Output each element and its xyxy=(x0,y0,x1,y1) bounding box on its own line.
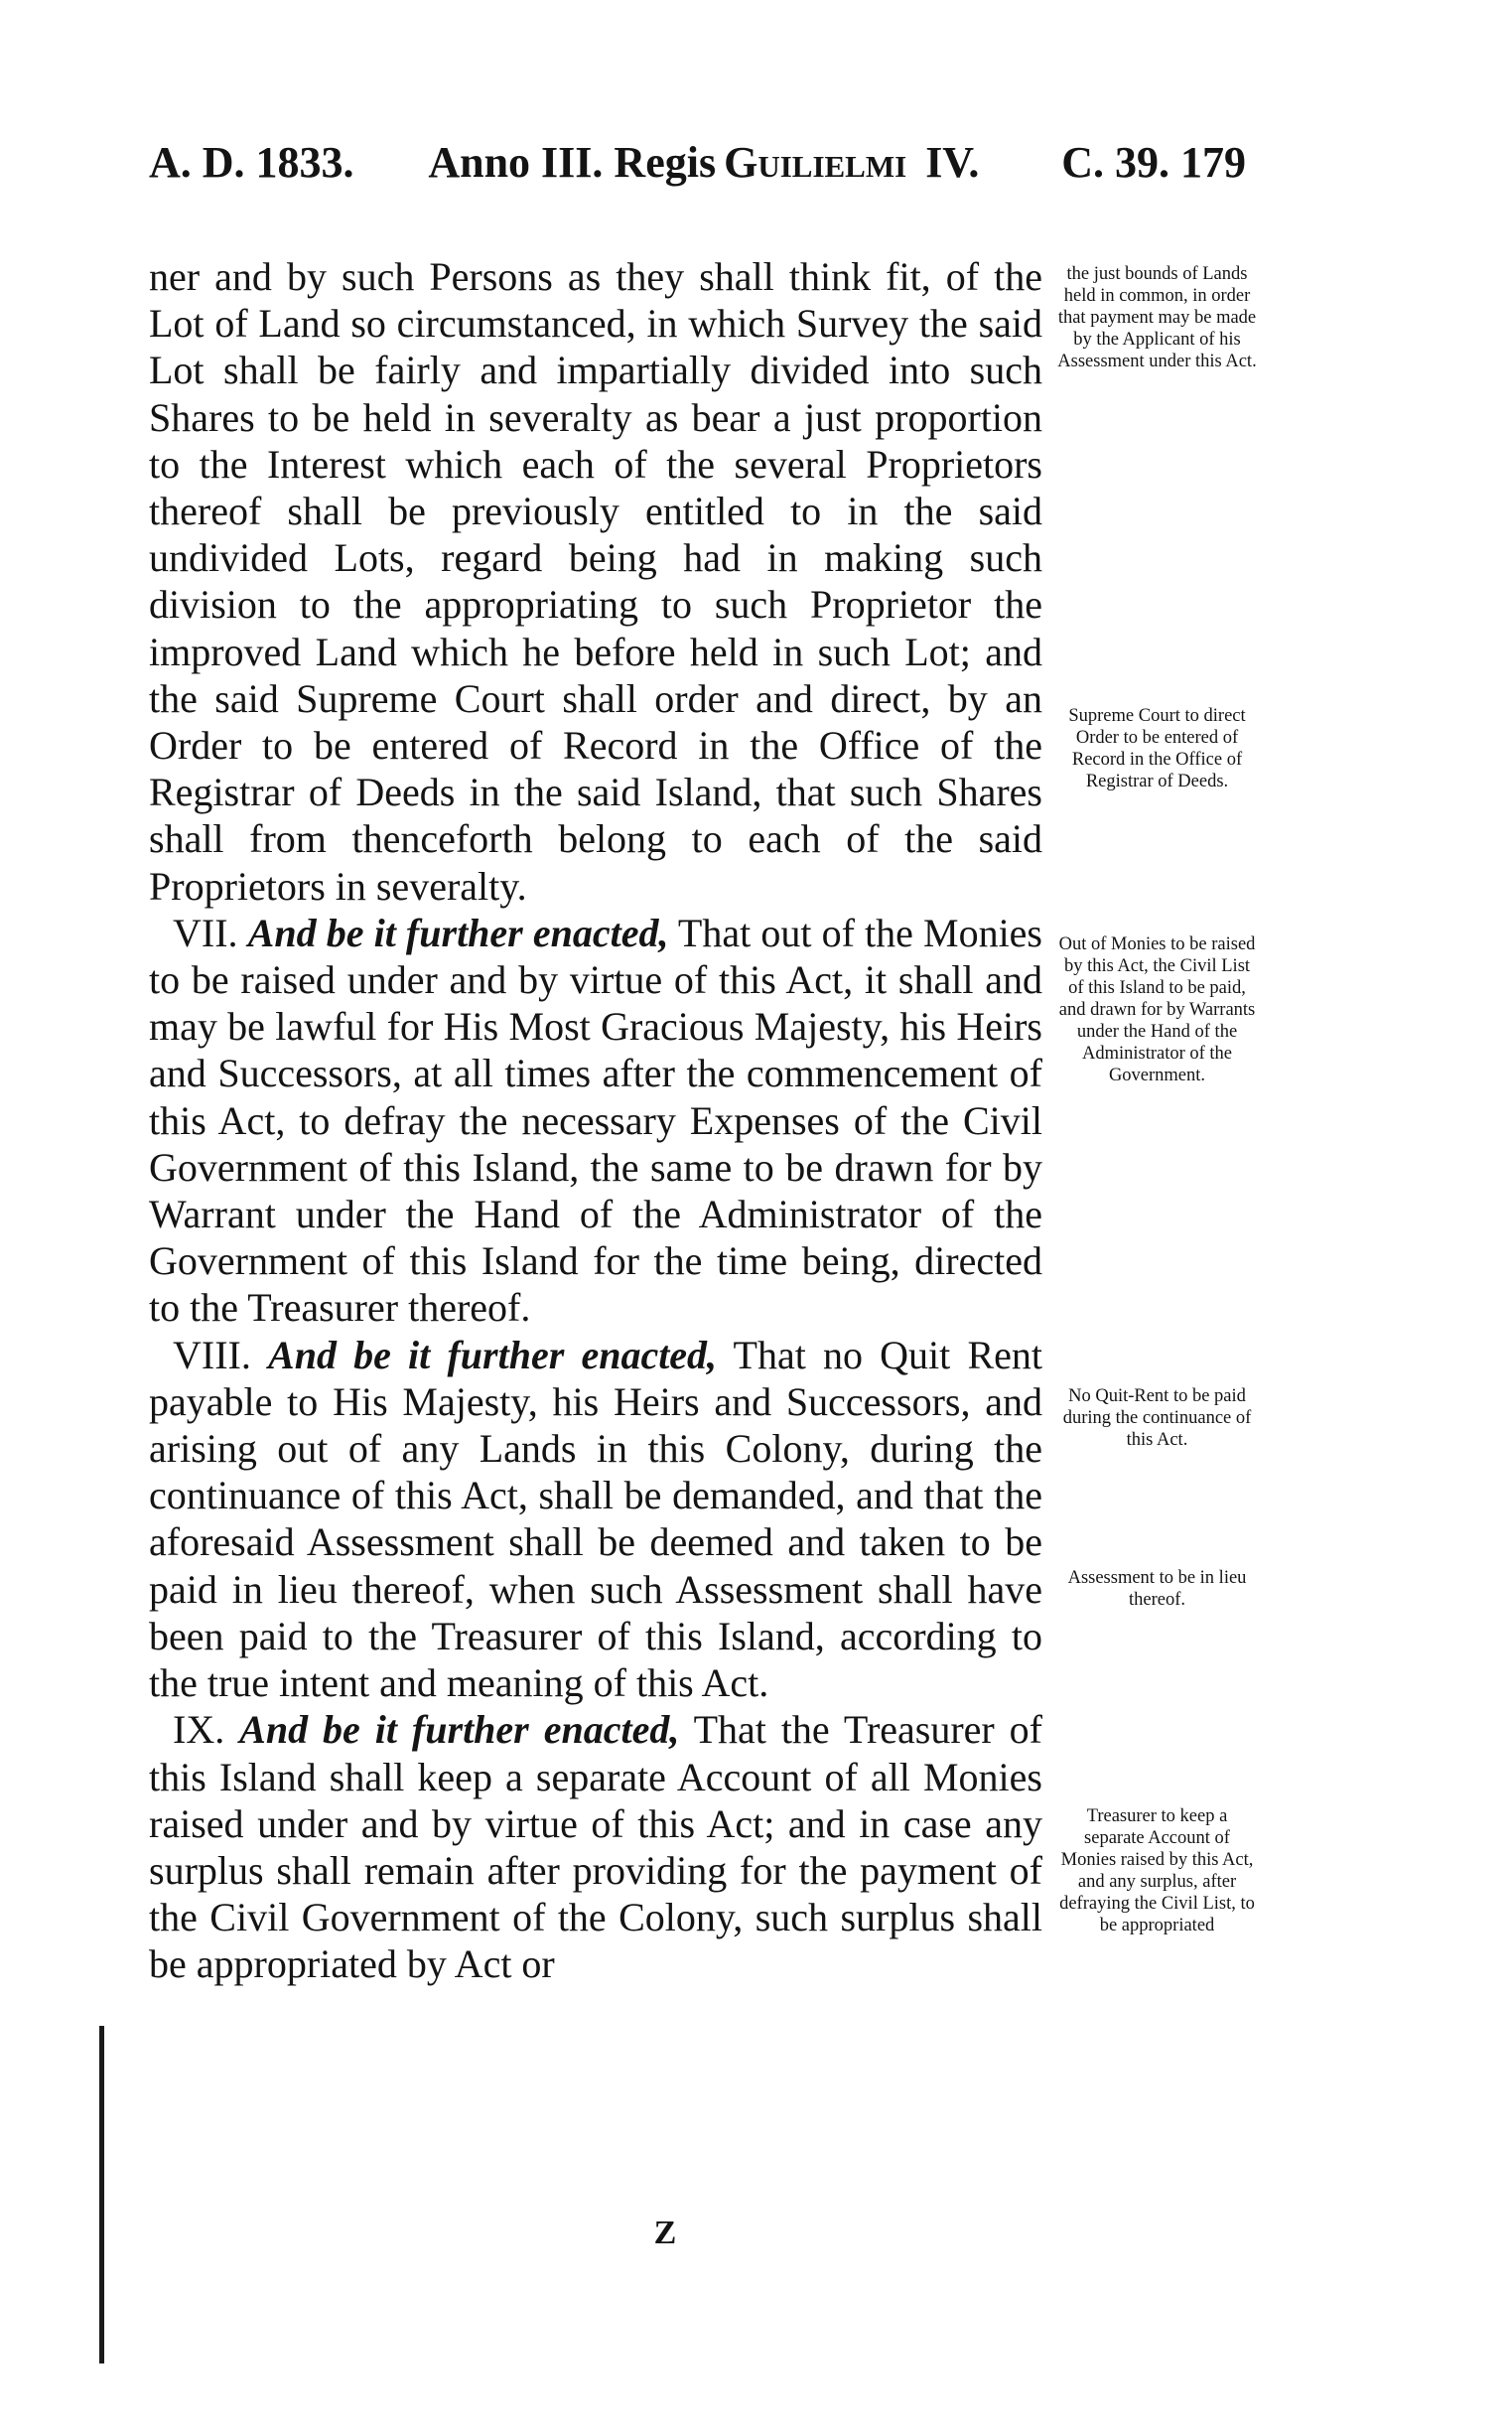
year: A. D. 1833. xyxy=(149,138,354,187)
paragraph-text: That the Treasurer of this Island shall keep a separate Account of all Monies raised under and by virtue of this Act; and in case any surplus shall remain after providing for the payment of the Civil Government of the Colony, such surplus shall be appropriated by Act or xyxy=(149,1707,1042,1987)
chapter-page xyxy=(1061,137,1246,188)
margin-note: Treasurer to keep a separate Account of Monies raised by this Act, and any surplus, after defraying the Civil List, to be appropriated xyxy=(1059,1806,1255,1935)
enacting-clause: And be it further enacted, xyxy=(239,1707,680,1753)
king-name: Guilielmi xyxy=(724,138,907,187)
section-viii xyxy=(149,1332,1042,1707)
regnal-title xyxy=(428,137,987,188)
margin-note: No Quit-Rent to be paid during the continuance of this Act. xyxy=(1062,1386,1252,1450)
running-head xyxy=(149,137,1246,207)
chapter-number: C. 39. xyxy=(1061,138,1169,187)
anno-regis: Anno III. Regis xyxy=(428,138,717,187)
paragraph-text: ner and by such Persons as they shall think fit, of the Lot of Land so circumstanced, in which Survey the said Lot shall be fairly and impartially divided into such Shares to be held in severalty as bear a just proportion to the Interest which each of the several Proprietors thereof shall be previously entitled to in the said undivided Lots, regard being had in making such division to the appropriating to such Proprietor the improved Land which he before held in such Lot; and the said Supreme Court shall order and direct, by an Order to be entered of Record in the Office of the Registrar of Deeds in the said Island, that such Shares shall from thenceforth belong to each of the said Proprietors in severalty. xyxy=(149,254,1042,909)
body-text xyxy=(149,253,1042,1988)
section-numeral: IX. xyxy=(173,1707,225,1753)
section-numeral: VIII. xyxy=(173,1332,251,1377)
margin-note: Out of Monies to be raised by this Act, the Civil List of this Island to be paid, and drawn for by Warrants under the Hand of the Administrator of the Government. xyxy=(1058,934,1256,1085)
section-numeral: VII. xyxy=(173,910,238,955)
margin-note: Supreme Court to direct Order to be entered of Record in the Office of Registrar of Deeds. xyxy=(1068,706,1246,791)
signature-mark: Z xyxy=(653,2215,677,2251)
scan-edge-line xyxy=(99,2026,104,2363)
enacting-clause: And be it further enacted, xyxy=(247,910,669,955)
paragraph-continuation xyxy=(149,253,1042,910)
page-number: 179 xyxy=(1179,138,1246,187)
enacting-clause: And be it further enacted, xyxy=(268,1332,718,1377)
paragraph-text: That no Quit Rent payable to His Majesty, his Heirs and Successors, and arising out of any Lands in this Colony, during the continuance of this Act, shall be demanded, and that the aforesaid Assessment shall be deemed and taken to be paid in lieu thereof, when such Assessment shall have been paid to the Treasurer of this Island, according to the true intent and meaning of this Act. xyxy=(149,1332,1042,1706)
section-ix xyxy=(149,1706,1042,1987)
margin-note: Assessment to be in lieu thereof. xyxy=(1067,1568,1247,1610)
margin-note: the just bounds of Lands held in common, in order that payment may be made by the Applicant of his Assessment under this Act. xyxy=(1057,264,1257,371)
regnal-numeral: IV. xyxy=(925,138,980,187)
paragraph-text: That out of the Monies to be raised under and by virtue of this Act, it shall and may be lawful for His Most Gracious Majesty, his Heirs and Successors, at all times after the commencement of this Act, to defray the necessary Expenses of the Civil Government of this Island, the same to be drawn for by Warrant under the Hand of the Administrator of the Government of this Island for the time being, directed to the Treasurer thereof. xyxy=(149,910,1043,1331)
section-vii xyxy=(149,910,1042,1332)
